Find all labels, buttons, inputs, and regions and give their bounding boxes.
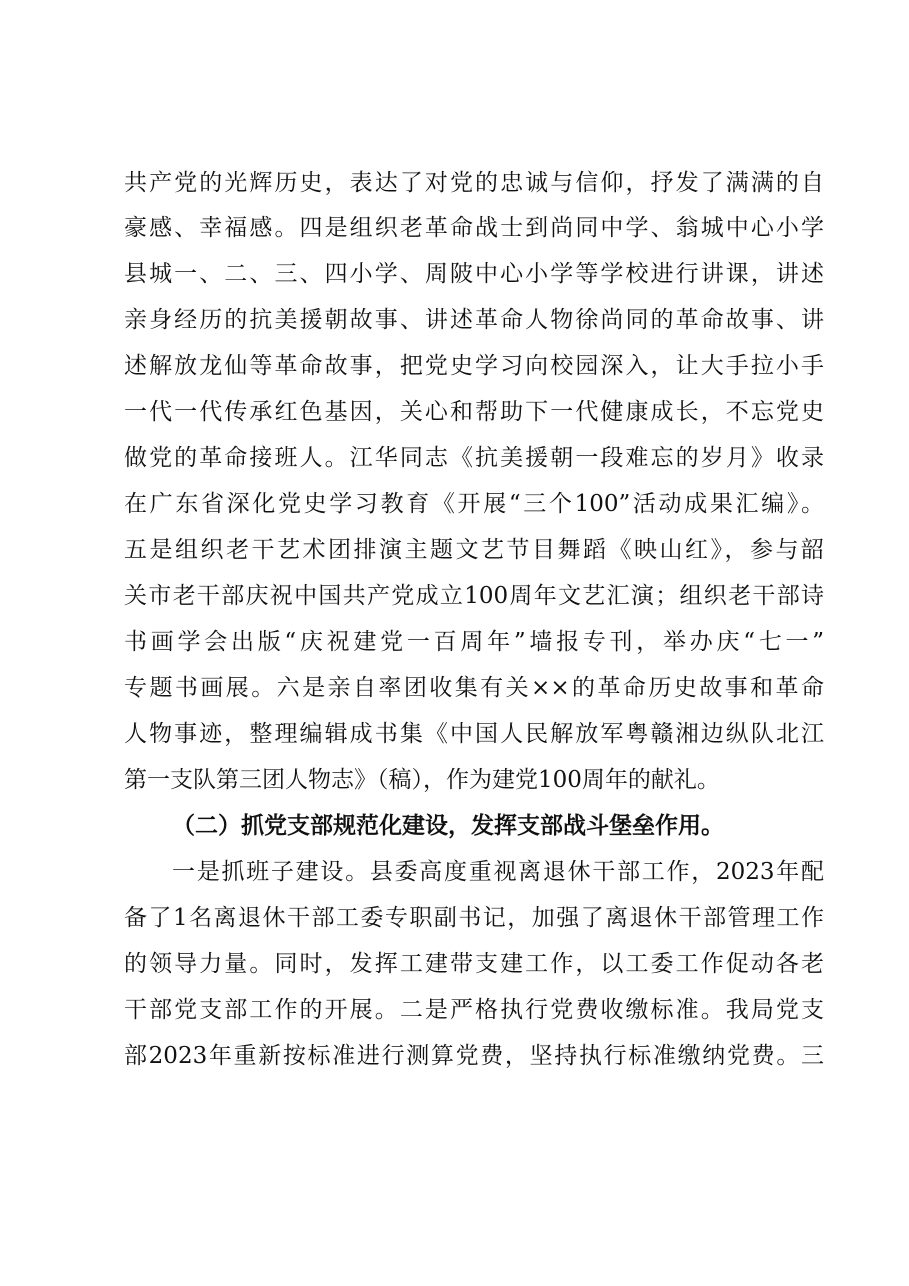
paragraph-line: 的领导力量。同时，发挥工建带支建工作，以工委工作促动各老 xyxy=(124,951,824,977)
paragraph-line: 书画学会出版“庆祝建党一百周年”墙报专刊，举办庆“七一” xyxy=(124,629,824,655)
paragraph-line: 干部党支部工作的开展。二是严格执行党费收缴标准。我局党支 xyxy=(124,997,824,1023)
paragraph-line: 五是组织老干艺术团排演主题文艺节目舞蹈《映山红》，参与韶 xyxy=(124,537,824,563)
paragraph-line: 在广东省深化党史学习教育《开展“三个100”活动成果汇编》。 xyxy=(124,491,824,517)
paragraph-line: 专题书画展。六是亲自率团收集有关××的革命历史故事和革命 xyxy=(124,675,824,701)
paragraph-line: 述解放龙仙等革命故事，把党史学习向校园深入，让大手拉小手 xyxy=(124,353,824,379)
paragraph-line: 人物事迹，整理编辑成书集《中国人民解放军粤赣湘边纵队北江 xyxy=(124,721,824,747)
paragraph-line: 豪感、幸福感。四是组织老革命战士到尚同中学、翁城中心小学 xyxy=(124,215,824,241)
paragraph-line: 做党的革命接班人。江华同志《抗美援朝一段难忘的岁月》收录 xyxy=(124,445,824,471)
paragraph-line: 第一支队第三团人物志》（稿），作为建党100周年的献礼。 xyxy=(124,767,720,793)
section-heading: （二）抓党支部规范化建设，发挥支部战斗堡垒作用。 xyxy=(172,812,724,839)
paragraph-line: 县城一、二、三、四小学、周陂中心小学等学校进行讲课，讲述 xyxy=(124,261,824,287)
paragraph-line: 一是抓班子建设。县委高度重视离退休干部工作，2023年配 xyxy=(172,859,824,885)
paragraph-line: 关市老干部庆祝中国共产党成立100周年文艺汇演；组织老干部诗 xyxy=(124,583,824,609)
paragraph-line: 亲身经历的抗美援朝故事、讲述革命人物徐尚同的革命故事、讲 xyxy=(124,307,824,333)
paragraph-line: 部2023年重新按标准进行测算党费，坚持执行标准缴纳党费。三 xyxy=(124,1043,824,1069)
paragraph-line: 一代一代传承红色基因，关心和帮助下一代健康成长，不忘党史 xyxy=(124,399,824,425)
paragraph-line: 备了1名离退休干部工委专职副书记，加强了离退休干部管理工作 xyxy=(124,905,824,931)
paragraph-line: 共产党的光辉历史，表达了对党的忠诚与信仰，抒发了满满的自 xyxy=(124,170,824,196)
